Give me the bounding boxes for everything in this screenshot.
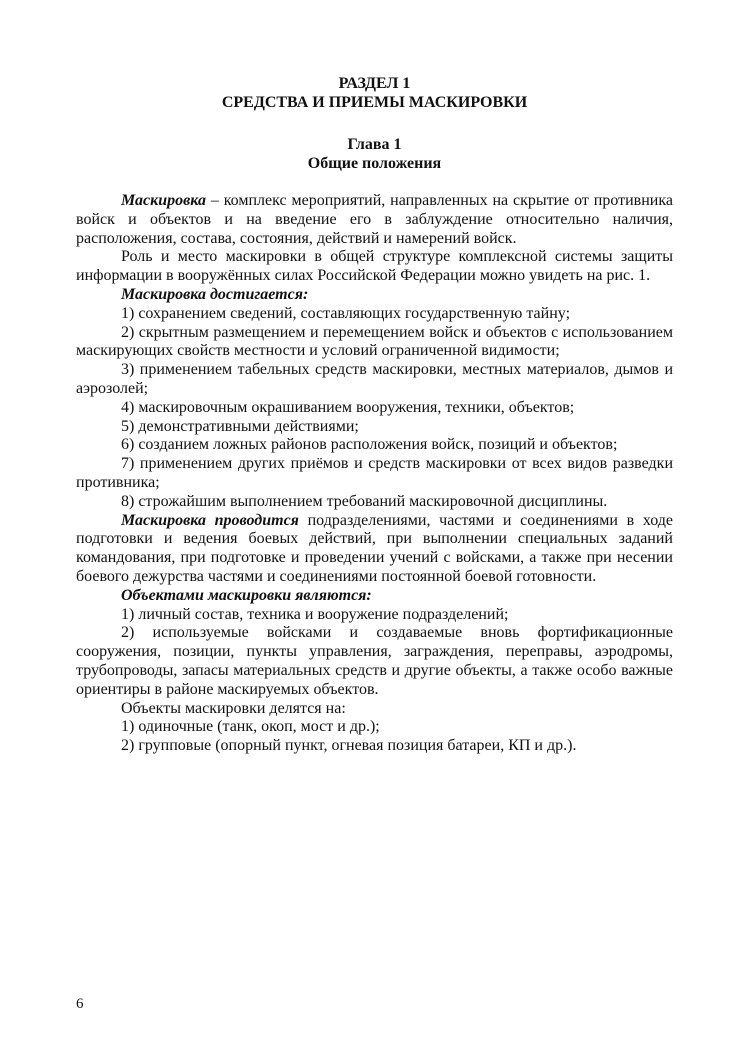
achieved-item: 6) созданием ложных районов расположения войск, позиций и объектов; — [121, 436, 618, 454]
division-item: 2) групповые (опорный пункт, огневая позиция батареи, КП и др.). — [121, 737, 577, 755]
achieved-item: 5) демонстративными действиями; — [121, 417, 359, 435]
conducted-text: подразделениями, частями и соединениями в ходе подготовки и ведения боевых действий, при выполнении специальных заданий командования, при подготовке и проведении учений с войсками, а также при несении боевого дежурства частями и соединениями постоянной боевой готовности. — [76, 511, 673, 585]
section-title: СРЕДСТВА И ПРИЕМЫ МАСКИРОВКИ — [221, 94, 528, 111]
objects-heading: Объектами маскировки являются: — [121, 586, 372, 604]
objects-item: 2) используемые войсками и создаваемые вновь фортификационные сооружения, позиции, пункты управления, заграждения, переправы, аэродромы, трубопроводы, запасы материальных средств и другие объекты, а также особо важные ориентиры в районе маскируемых объектов. — [76, 624, 673, 698]
achieved-item: 4) маскировочным окрашиванием вооружения, техники, объектов; — [121, 398, 575, 416]
conducted-verb: проводится — [214, 511, 299, 529]
chapter-header — [76, 135, 673, 173]
achieved-item: 7) применением других приёмов и средств маскировки от всех видов разведки противника; — [76, 455, 673, 491]
definition-term: Маскировка — [121, 192, 206, 209]
conducted-paragraph — [76, 512, 673, 587]
conducted-term: Маскировка — [121, 511, 206, 529]
document-page — [76, 74, 673, 756]
achieved-item: 8) строжайшим выполнением требований маскировочной дисциплины. — [121, 492, 608, 510]
section-header — [76, 74, 673, 112]
page-number: 6 — [76, 996, 84, 1012]
division-item: 1) одиночные (танк, окоп, мост и др.); — [121, 718, 380, 736]
section-label: РАЗДЕЛ 1 — [338, 75, 411, 92]
achieved-item: 1) сохранением сведений, составляющих государственную тайну; — [121, 304, 571, 322]
achieved-item: 3) применением табельных средств маскировки, местных материалов, дымов и аэрозолей; — [76, 361, 673, 397]
definition-paragraph — [76, 192, 673, 248]
division-intro: Объекты маскировки делятся на: — [121, 699, 346, 717]
chapter-label: Глава 1 — [347, 136, 402, 153]
definition-text: – комплекс мероприятий, направленных на скрытие от противника войск и объектов и на введение его в заблуждение относительно наличия, расположения, состава, состояния, действий и намерений войск. — [76, 192, 673, 247]
achieved-heading: Маскировка достигается: — [121, 285, 309, 303]
role-paragraph: Роль и место маскировки в общей структуре комплексной системы защиты информации в вооружённых силах Российской Федерации можно увидеть на рис. 1. — [76, 248, 673, 285]
objects-item: 1) личный состав, техника и вооружение подразделений; — [121, 605, 509, 623]
achieved-item: 2) скрытным размещением и перемещением войск и объектов с использованием маскирующих свойств местности и условий ограниченной видимости; — [76, 323, 673, 360]
chapter-title: Общие положения — [307, 155, 442, 172]
